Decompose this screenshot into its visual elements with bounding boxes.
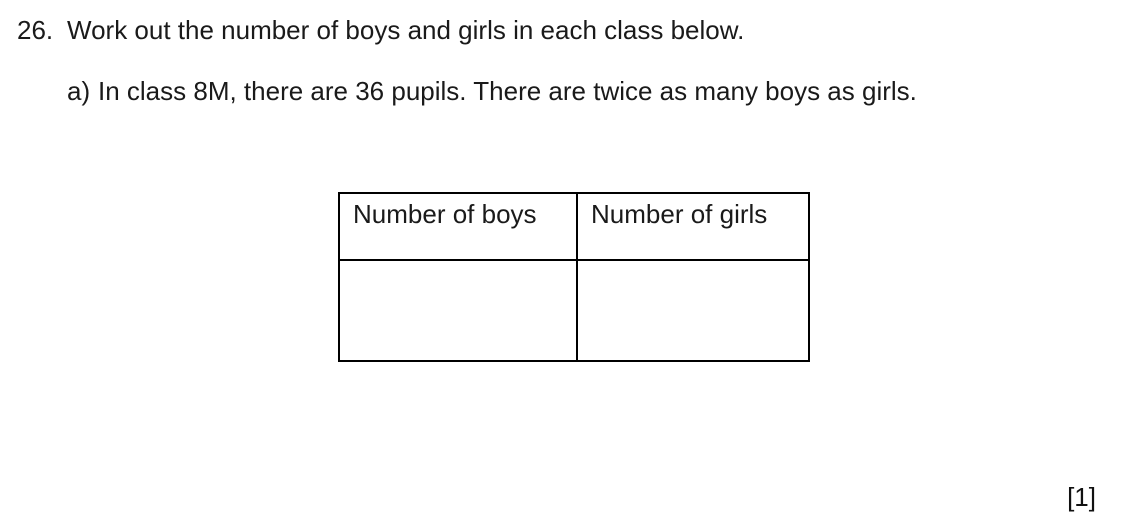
answer-table-row <box>339 260 809 361</box>
part-a-text: In class 8M, there are 36 pupils. There are twice as many boys as girls. <box>98 76 917 106</box>
question-line <box>17 14 744 46</box>
answer-table <box>338 192 810 362</box>
answer-cell-girls <box>577 260 809 361</box>
question-prompt: Work out the number of boys and girls in each class below. <box>67 15 745 45</box>
header-number-of-boys: Number of boys <box>339 193 577 260</box>
answer-table-header-row <box>339 193 809 260</box>
part-a-line <box>67 75 917 107</box>
header-number-of-girls: Number of girls <box>577 193 809 260</box>
marks-badge: [1] <box>1067 482 1096 512</box>
question-number: 26. <box>17 15 54 45</box>
answer-cell-boys <box>339 260 577 361</box>
part-a-label: a) <box>67 76 91 106</box>
